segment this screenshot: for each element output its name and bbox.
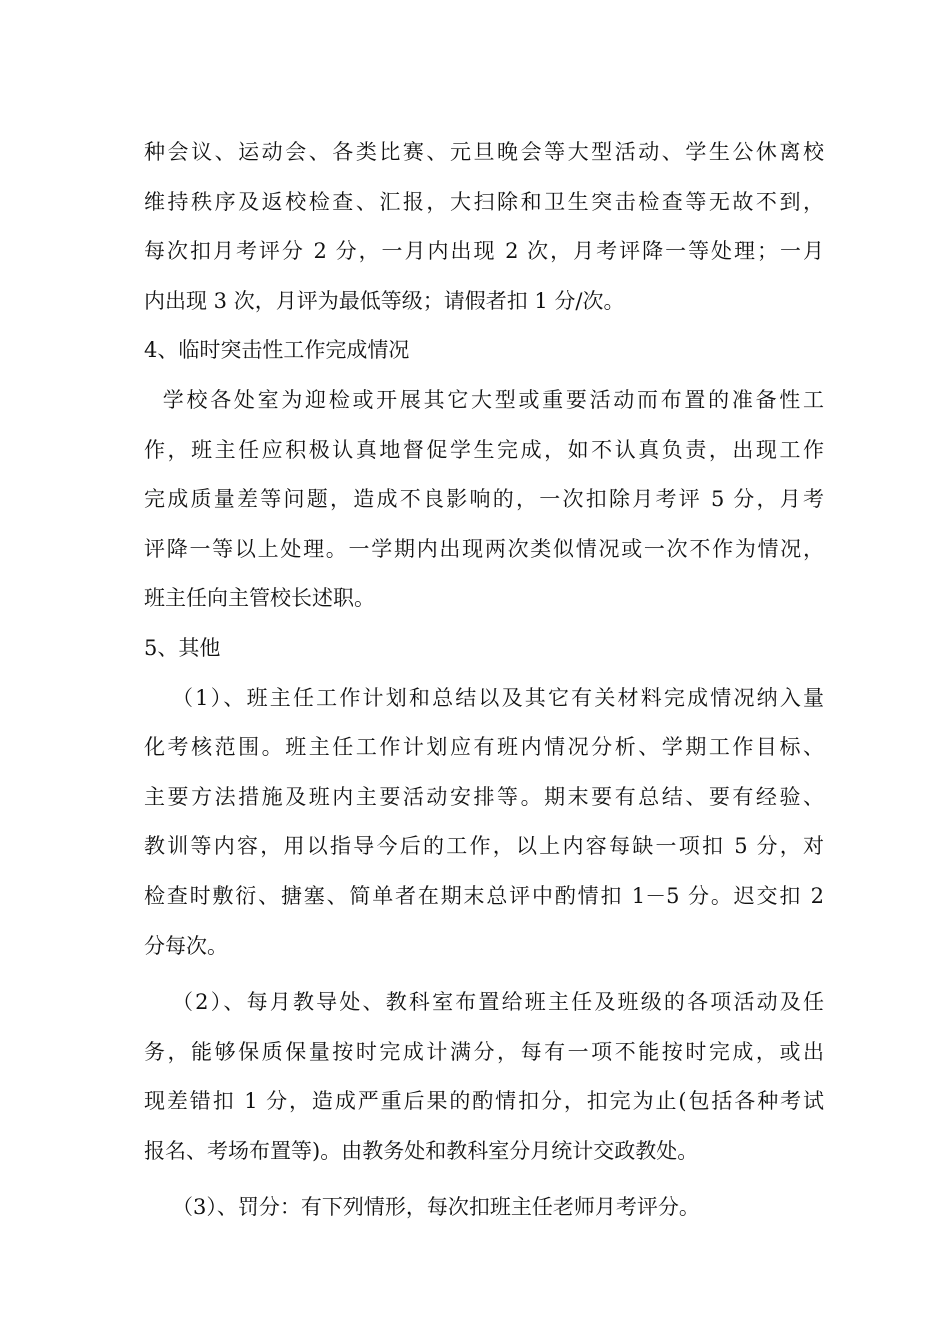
body-text-line: （3）、罚分：有下列情形，每次扣班主任老师月考评分。 (172, 1195, 700, 1220)
body-text-line: 维持秩序及返校检查、汇报，大扫除和卫生突击检查等无故不到， (144, 189, 824, 214)
body-text-line: 完成质量差等问题，造成不良影响的，一次扣除月考评 5 分，月考 (144, 487, 824, 512)
body-text-line: 化考核范围。班主任工作计划应有班内情况分析、学期工作目标、 (144, 735, 824, 760)
section-heading: 5、其他 (144, 635, 221, 660)
body-text-line: 内出现 3 次，月评为最低等级；请假者扣 1 分/次。 (144, 288, 625, 313)
paragraph-gap (144, 971, 824, 978)
body-text-line: 作，班主任应积极认真地督促学生完成，如不认真负责，出现工作 (144, 437, 824, 462)
body-text-line: 报名、考场布置等)。由教务处和教科室分月统计交政教处。 (144, 1138, 699, 1163)
body-text-line: （1）、班主任工作计划和总结以及其它有关材料完成情况纳入量 (172, 685, 824, 710)
body-text-line: 学校各处室为迎检或开展其它大型或重要活动而布置的准备性工 (144, 387, 824, 412)
body-text-line: 评降一等以上处理。一学期内出现两次类似情况或一次不作为情况， (144, 536, 824, 561)
body-text-line: 每次扣月考评分 2 分，一月内出现 2 次，月考评降一等处理；一月 (144, 239, 824, 264)
body-text-line: 主要方法措施及班内主要活动安排等。期末要有总结、要有经验、 (144, 784, 824, 809)
body-text-line: 现差错扣 1 分，造成严重后果的酌情扣分，扣完为止(包括各种考试 (144, 1089, 824, 1114)
body-text-line: 教训等内容，用以指导今后的工作，以上内容每缺一项扣 5 分，对 (144, 834, 824, 859)
document-body (144, 128, 824, 1233)
body-text-line: 务，能够保质保量按时完成计满分，每有一项不能按时完成，或出 (144, 1039, 824, 1064)
body-text-line: 种会议、运动会、各类比赛、元旦晚会等大型活动、学生公休离校 (144, 140, 824, 164)
body-text-line: 班主任向主管校长述职。 (144, 586, 375, 611)
paragraph-gap (144, 1176, 824, 1183)
section-heading: 4、临时突击性工作完成情况 (144, 338, 410, 363)
body-text-line: 检查时敷衍、搪塞、简单者在期末总评中酌情扣 1－5 分。迟交扣 2 (144, 883, 824, 908)
body-text-line: 分每次。 (144, 933, 228, 958)
body-text-line: （2）、每月教导处、教科室布置给班主任及班级的各项活动及任 (172, 990, 824, 1015)
